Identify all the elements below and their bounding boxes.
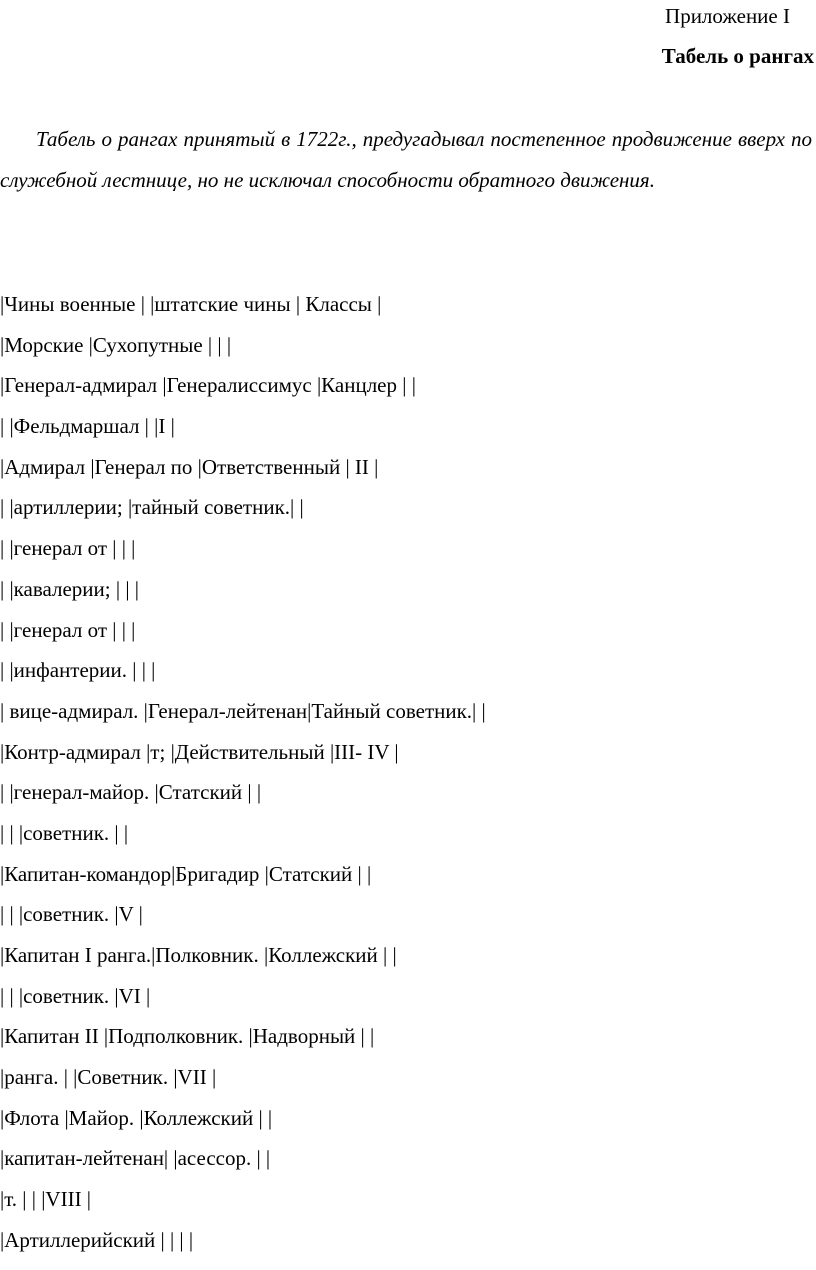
table-line: | |артиллерии; |тайный советник.| | [0, 495, 304, 520]
table-line: | |генерал от | | | [0, 536, 136, 561]
table-line: | |Фельдмаршал | |I | [0, 414, 175, 439]
table-line: | |генерал-майор. |Статский | | [0, 780, 262, 805]
table-line: | | |советник. |V | [0, 902, 143, 927]
table-line: |Морские |Сухопутные | | | [0, 332, 232, 357]
table-line: |Адмирал |Генерал по |Ответственный | II | [0, 454, 379, 479]
table-line: |Артиллерийский | | | | [0, 1227, 194, 1252]
table-line: | |кавалерии; | | | [0, 576, 139, 601]
table-line: | | |советник. | | [0, 820, 129, 845]
document-title: Табель о рангах [661, 44, 814, 68]
table-line: |т. | | |VIII | [0, 1187, 92, 1212]
table-line: |Капитан I ранга.|Полковник. |Коллежский | | [0, 943, 397, 967]
table-line: |Флота |Майор. |Коллежский | | [0, 1105, 273, 1130]
table-line: | |инфантерии. | | | [0, 658, 156, 683]
table-line: |Капитан-командор|Бригадир |Статский | | [0, 861, 372, 886]
table-line: |ранга. | |Советник. |VII | [0, 1065, 217, 1090]
table-line: | вице-адмирал. |Генерал-лейтенан|Тайный советник.| | [0, 698, 486, 723]
intro-paragraph: Табель о рангах принятый в 1722г., предугадывал постепенное продвижение вверх по служебной лестнице, но не исключал способности обратного движения. [0, 127, 812, 192]
table-line: | |генерал от | | | [0, 617, 136, 642]
table-line: | | |советник. |VI | [0, 983, 151, 1008]
appendix-label: Приложение I [665, 4, 790, 28]
table-line: |Генерал-адмирал |Генералиссимус |Канцлер | | [0, 373, 416, 398]
table-line: |Контр-адмирал |т; |Действительный |III- IV | [0, 739, 399, 764]
rank-table-lines [0, 284, 816, 1261]
table-line: |капитан-лейтенан| |асессор. | | [0, 1146, 271, 1171]
table-line: |Чины военные | |штатские чины | Классы | [0, 292, 382, 316]
table-line: |Капитан II |Подполковник. |Надворный | | [0, 1024, 375, 1049]
